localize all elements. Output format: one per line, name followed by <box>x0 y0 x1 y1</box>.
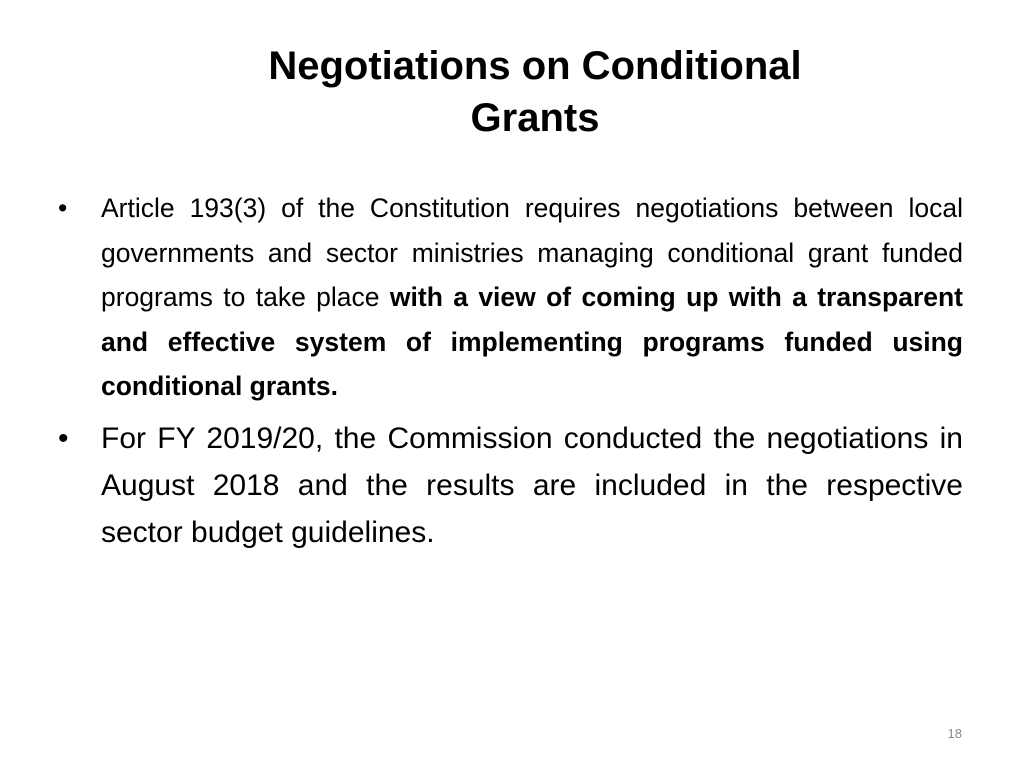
bullet-marker: • <box>58 421 69 455</box>
bullet-text-bold: with a view of coming up with a transparent and effective system of implementing programs funded using conditional grants. <box>101 282 964 401</box>
bullet-item-article-193 <box>58 186 963 409</box>
bullet-text: For FY 2019/20, the Commission conducted the negotiations in August 2018 and the results are included in the respective sector budget guidelines. <box>101 421 963 549</box>
bullet-marker: • <box>58 193 68 223</box>
bullet-list <box>58 186 963 556</box>
slide-title-line-1: Negotiations on Conditional <box>268 44 802 88</box>
bullet-item-fy-2019-20 <box>58 415 963 556</box>
bullet-text: Article 193(3) of the Constitution requires negotiations between local governments and sector ministries managing conditional grant funded programs to take place <box>101 193 963 312</box>
page-number: 18 <box>947 726 962 741</box>
slide-title <box>180 40 890 144</box>
slide-title-line-2: Grants <box>470 96 600 140</box>
